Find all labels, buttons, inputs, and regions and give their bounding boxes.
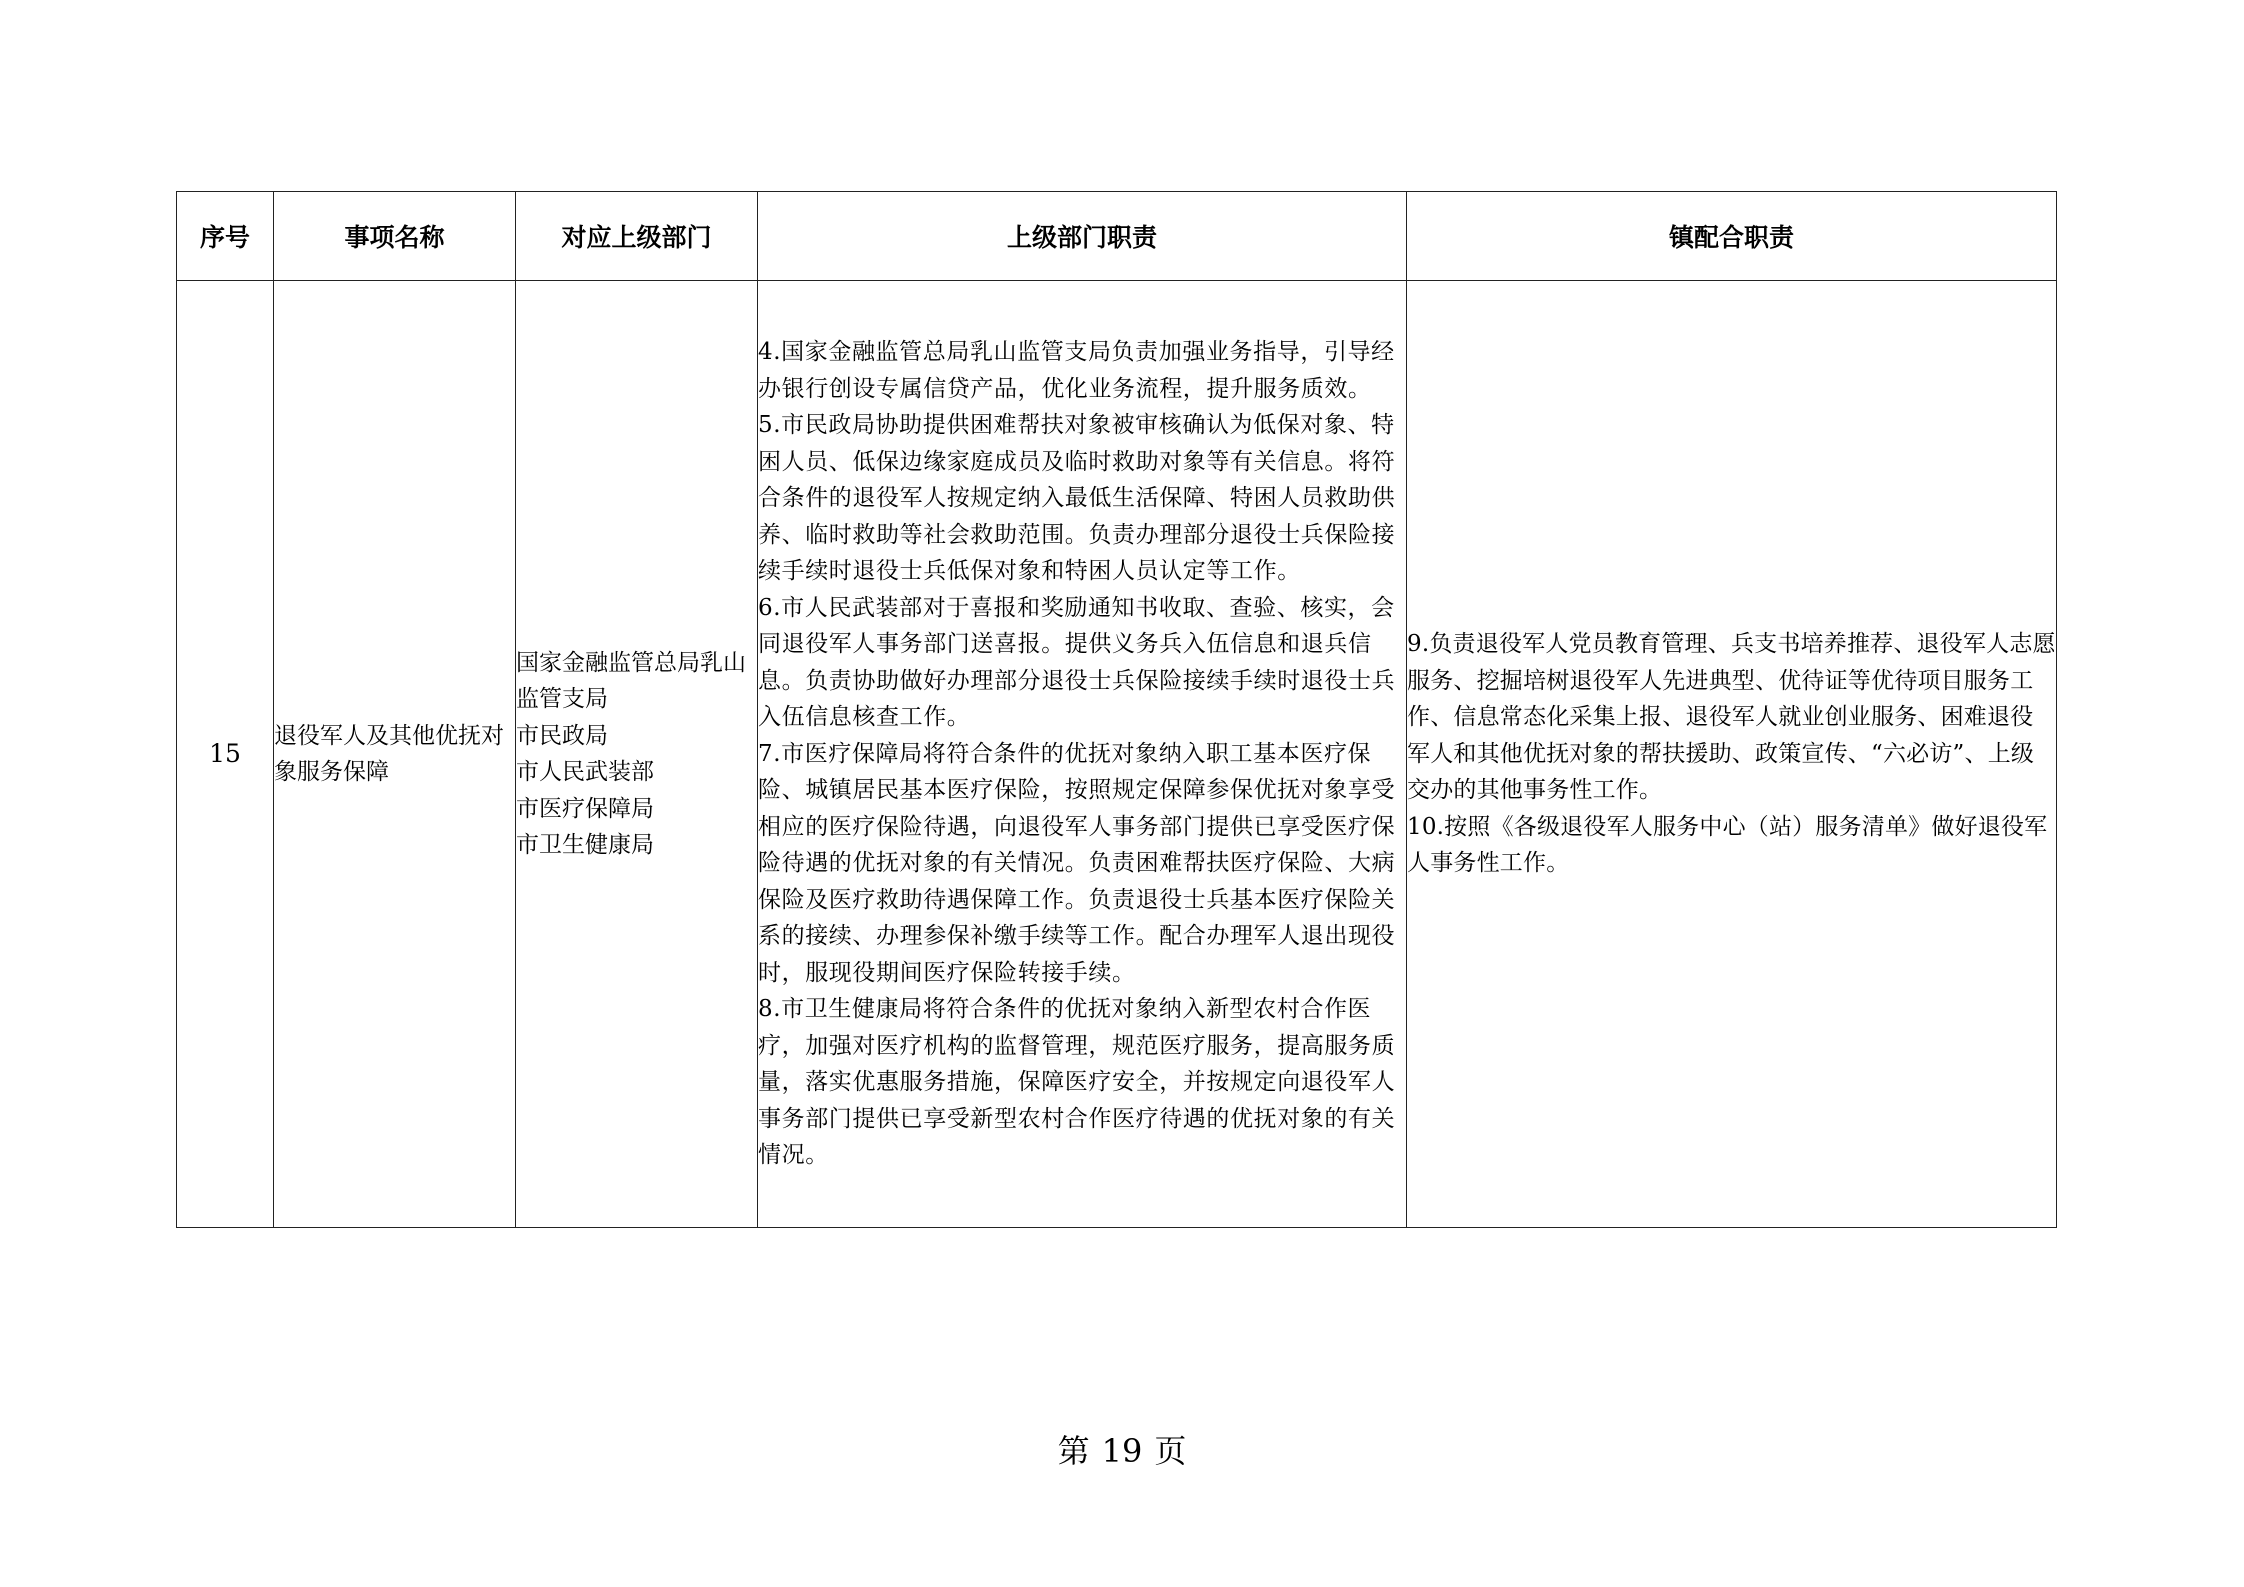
page-suffix: 页: [1154, 1432, 1187, 1470]
duty-paragraph: 6.市人民武装部对于喜报和奖励通知书收取、查验、核实，会同退役军人事务部门送喜报。提供义务兵入伍信息和退兵信息。负责协助做好办理部分退役士兵保险接续手续时退役士兵入伍信息核查工作。: [758, 594, 1396, 731]
cell-seq: 15: [177, 281, 274, 1228]
cell-item-name: 退役军人及其他优抚对象服务保障: [274, 281, 516, 1228]
cell-town-duties: [1407, 281, 2057, 1228]
duty-paragraph: 4.国家金融监管总局乳山监管支局负责加强业务指导，引导经办银行创设专属信贷产品，优化业务流程，提升服务质效。: [758, 339, 1395, 402]
header-superior-duties: 上级部门职责: [758, 192, 1407, 281]
table-row: [177, 281, 2057, 1228]
dept-line: 市医疗保障局: [516, 795, 654, 822]
header-town-duties: 镇配合职责: [1407, 192, 2057, 281]
duty-paragraph: 7.市医疗保障局将符合条件的优抚对象纳入职工基本医疗保险、城镇居民基本医疗保险，按照规定保障参保优抚对象享受相应的医疗保险待遇，向退役军人事务部门提供已享受医疗保险待遇的优抚对象的有关情况。负责困难帮扶医疗保险、大病保险及医疗救助待遇保障工作。负责退役士兵基本医疗保险关系的接续、办理参保补缴手续等工作。配合办理军人退出现役时，服现役期间医疗保险转接手续。: [758, 740, 1396, 986]
town-duty-paragraph: 10.按照《各级退役军人服务中心（站）服务清单》做好退役军人事务性工作。: [1407, 813, 2048, 877]
header-superior-dept: 对应上级部门: [516, 192, 758, 281]
header-seq: 序号: [177, 192, 274, 281]
header-item-name: 事项名称: [274, 192, 516, 281]
dept-line: 市民政局: [516, 722, 608, 749]
dept-line: 国家金融监管总局乳山监管支局: [516, 649, 746, 712]
dept-line: 市卫生健康局: [516, 832, 654, 858]
dept-line: 市人民武装部: [516, 759, 654, 785]
duty-paragraph: 5.市民政局协助提供困难帮扶对象被审核确认为低保对象、特困人员、低保边缘家庭成员及临时救助对象等有关信息。将符合条件的退役军人按规定纳入最低生活保障、特困人员救助供养、临时救助等社会救助范围。负责办理部分退役士兵保险接续手续时退役士兵低保对象和特困人员认定等工作。: [758, 412, 1396, 585]
duty-paragraph: 8.市卫生健康局将符合条件的优抚对象纳入新型农村合作医疗，加强对医疗机构的监督管理，规范医疗服务，提高服务质量，落实优惠服务措施，保障医疗安全，并按规定向退役军人事务部门提供已享受新型农村合作医疗待遇的优抚对象的有关情况。: [758, 996, 1396, 1169]
table-header-row: [177, 192, 2057, 281]
cell-superior-depts: [516, 281, 758, 1228]
cell-superior-duties: [758, 281, 1407, 1228]
town-duty-paragraph: 9.负责退役军人党员教育管理、兵支书培养推荐、退役军人志愿服务、挖掘培树退役军人先进典型、优待证等优待项目服务工作、信息常态化采集上报、退役军人就业创业服务、困难退役军人和其他优抚对象的帮扶援助、政策宣传、“六必访”、上级交办的其他事务性工作。: [1407, 631, 2056, 804]
page-number-footer: [0, 1426, 2244, 1472]
page-prefix: 第: [1057, 1432, 1090, 1470]
duties-table: [176, 191, 2057, 1228]
page-number: 19: [1101, 1432, 1143, 1470]
